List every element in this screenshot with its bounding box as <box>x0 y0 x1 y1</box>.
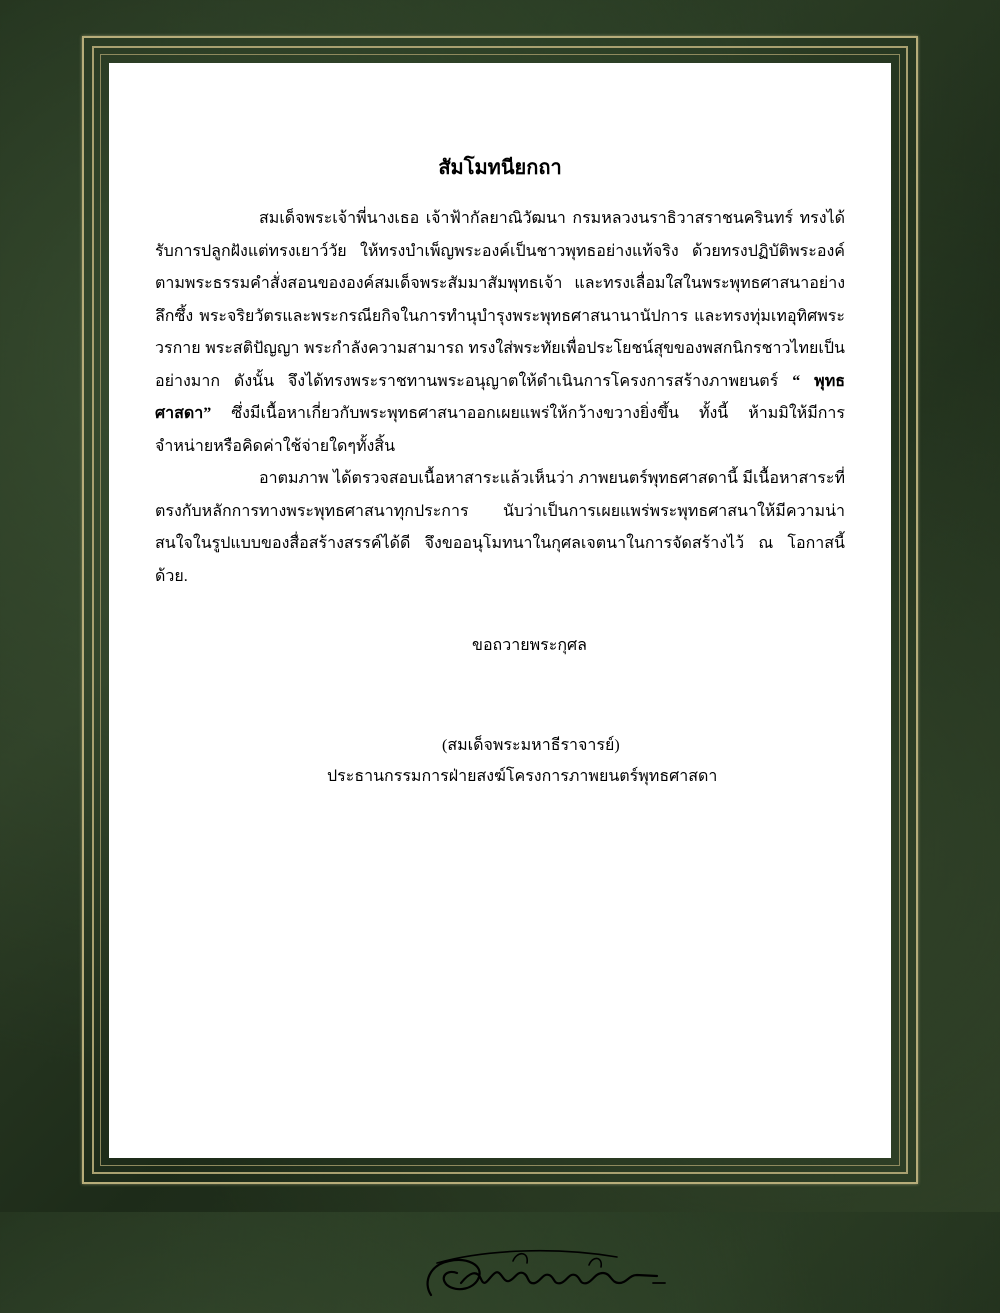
paragraph-1 <box>155 203 845 463</box>
signature-image <box>417 1243 667 1313</box>
paragraph-1-text-b: ซึ่งมีเนื้อหาเกี่ยวกับพระพุทธศาสนาออกเผยแพร่ให้กว้างขวางยิ่งขึ้น ทั้งนี้ ห้ามมิให้มีการจำหน่ายหรือคิดค่าใช้จ่ายใดๆทั้งสิ้น <box>155 405 845 455</box>
film-title: “ พุทธศาสดา” <box>155 372 846 422</box>
closing-salutation: ขอถวายพระกุศล <box>472 637 587 654</box>
document-title: สัมโมทนียกถา <box>438 157 562 179</box>
signer-title: ประธานกรรมการฝ่ายสงฆ์โครงการภาพยนตร์พุทธศาสดา <box>327 768 718 785</box>
signer-name: (สมเด็จพระมหาธีราจารย์) <box>442 737 620 754</box>
document-body <box>155 203 845 593</box>
paragraph-1-text-a: สมเด็จพระเจ้าพี่นางเธอ เจ้าฟ้ากัลยาณิวัฒนา กรมหลวงนราธิวาสราชนครินทร์ ทรงได้รับการปลูกฝังแต่ทรงเยาว์วัย ให้ทรงบำเพ็ญพระองค์เป็นชาวพุทธอย่างแท้จริง ด้วยทรงปฏิบัติพระองค์ตามพระธรรมคำสั่งสอนขององค์สมเด็จพระสัมมาสัมพุทธเจ้า และทรงเลื่อมใสในพระพุทธศาสนาอย่างลึกซึ้ง พระจริยวัตรและพระกรณียกิจในการทำนุบำรุงพระพุทธศาสนานานัปการ และทรงทุ่มเทอุทิศพระวรกาย พระสติปัญญา พระกำลังความสามารถ ทรงใส่พระทัยเพื่อประโยชน์สุขของพสกนิกรชาวไทยเป็นอย่างมาก ดังนั้น จึงได้ทรงพระราชทานพระอนุญาตให้ดำเนินการโครงการสร้างภาพยนตร์ <box>155 210 845 390</box>
paragraph-2: อาตมภาพ ได้ตรวจสอบเนื้อหาสาระแล้วเห็นว่า ภาพยนตร์พุทธศาสดานี้ มีเนื้อหาสาระที่ตรงกับหลักการทางพระพุทธศาสนาทุกประการ นับว่าเป็นการเผยแพร่พระพุทธศาสนาให้มีความน่าสนใจในรูปแบบของสื่อสร้างสรรค์ได้ดี จึงขออนุโมทนาในกุศลเจตนาในการจัดสร้างไว้ ณ โอกาสนี้ด้วย. <box>155 470 845 585</box>
document-paper <box>109 63 891 1158</box>
